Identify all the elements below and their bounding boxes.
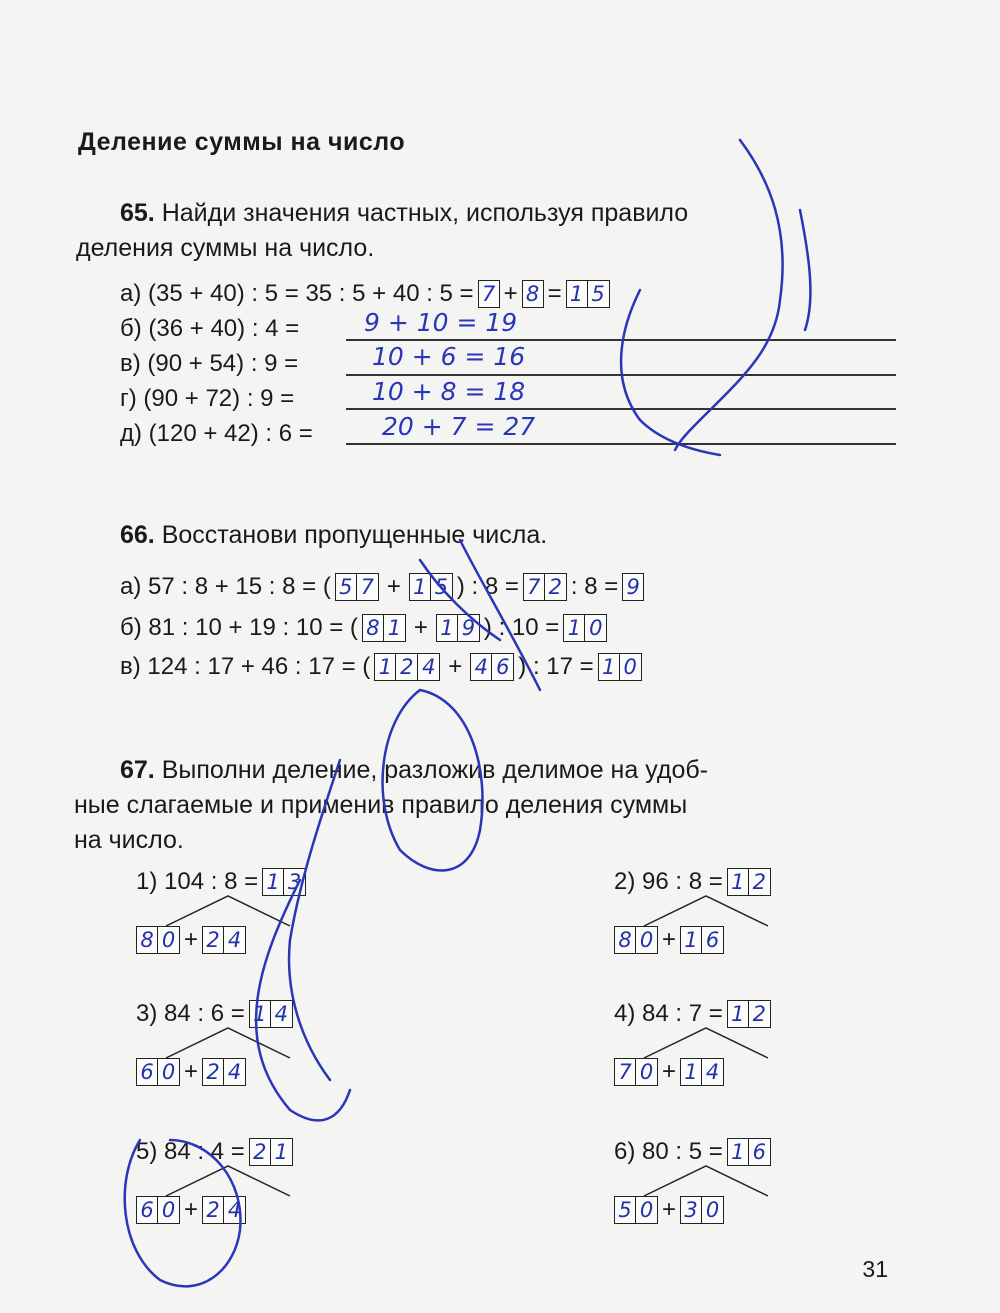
ex65-item-b [120,315,299,343]
ex65-item-g [120,385,294,413]
decomposition-branch [624,1024,824,1064]
item-label: в) [120,350,141,377]
answer-box[interactable] [335,573,379,601]
digit-cell: 2 [749,868,771,896]
item-label: д) [120,420,142,447]
branch-line [166,896,290,926]
handwritten-answer: 20 + 7 = 27 [382,412,536,441]
item-label: б) [120,315,142,342]
handwritten-answer: 9 + 10 = 19 [364,308,518,337]
plus-sign: + [448,653,463,680]
item-label: 6) [614,1138,636,1165]
ex66-item-b [120,614,611,642]
answer-line [346,374,896,376]
answer-box[interactable] [374,653,440,681]
digit-cell: 7 [614,1058,636,1086]
digit-cell: 6 [136,1196,158,1224]
ex66-instruction-text: Восстанови пропущенные числа. [161,521,548,549]
digit-cell: 4 [224,1058,246,1086]
item-expression: 84 : 6 = [164,1000,245,1027]
ex65-item-d [120,420,313,448]
answer-box[interactable] [523,573,567,601]
branch-line [166,1028,290,1058]
digit-cell: 5 [614,1196,636,1224]
digit-cell: 5 [431,573,453,601]
item-label: 4) [614,1000,636,1027]
digit-cell: 5 [588,280,610,308]
digit-cell: 2 [749,1000,771,1028]
digit-cell: 0 [636,1058,658,1086]
digit-cell: 1 [680,1058,702,1086]
decomposition-branch [146,1162,346,1202]
digit-cell: 6 [702,926,724,954]
item-label: 3) [136,1000,158,1027]
ex66-item-a [120,573,648,601]
plus-sign: + [184,926,199,953]
decomposition-branch [624,892,824,932]
item-label: а) [120,573,142,600]
digit-cell: 7 [478,280,500,308]
item-expression: ) : 10 = [483,614,560,641]
digit-cell: 1 [727,1138,749,1166]
digit-cell: 9 [622,573,644,601]
answer-box[interactable] [436,614,480,642]
plus-sign: + [662,1196,677,1223]
digit-cell: 0 [636,1196,658,1224]
digit-cell: 8 [362,614,384,642]
plus-sign: + [503,280,518,307]
item-expression: 57 : 8 + 15 : 8 = ( [148,573,331,600]
ex65-instruction-line2: деления суммы на число. [76,234,375,262]
digit-cell: 0 [158,926,180,954]
digit-cell: 4 [271,1000,293,1028]
ex67-line1: Выполни деление, разложив делимое на удоб- [161,756,709,784]
digit-cell: 6 [136,1058,158,1086]
answer-box[interactable] [566,280,610,308]
plus-sign: + [184,1196,199,1223]
answer-box[interactable] [409,573,453,601]
digit-cell: 1 [727,1000,749,1028]
digit-cell: 1 [598,653,620,681]
item-label: г) [120,385,137,412]
item-label: б) [120,614,142,641]
item-expression: 80 : 5 = [642,1138,723,1165]
ex67-line2: ные слагаемые и применив правило деления суммы [74,791,688,819]
digit-cell: 1 [566,280,588,308]
item-expression: ) : 17 = [518,653,594,680]
digit-cell: 7 [357,573,379,601]
digit-cell: 2 [202,926,224,954]
handwritten-answer: 10 + 6 = 16 [372,342,526,371]
item-expression: 81 : 10 + 19 : 10 = ( [148,614,358,641]
decomposition-branch [624,1162,824,1202]
equals-sign: = [547,280,562,307]
answer-box[interactable] [563,614,607,642]
digit-cell: 5 [335,573,357,601]
digit-cell: 1 [409,573,431,601]
digit-cell: 1 [271,1138,293,1166]
item-label: 1) [136,868,158,895]
item-expression: ) : 8 = [456,573,519,600]
digit-cell: 1 [563,614,585,642]
scribble-stroke [621,290,720,455]
item-expression: 84 : 7 = [642,1000,723,1027]
digit-cell: 3 [680,1196,702,1224]
item-expression: 104 : 8 = [164,868,259,895]
digit-cell: 0 [158,1058,180,1086]
item-label: 2) [614,868,636,895]
item-expression: (35 + 40) : 5 = 35 : 5 + 40 : 5 = [148,280,474,307]
answer-line [346,443,896,445]
answer-box[interactable] [598,653,642,681]
plus-sign: + [662,926,677,953]
digit-cell: 1 [374,653,396,681]
digit-cell: 6 [749,1138,771,1166]
digit-cell: 8 [136,926,158,954]
digit-cell: 1 [262,868,284,896]
digit-cell: 4 [224,926,246,954]
item-label: 5) [136,1138,158,1165]
answer-box[interactable] [478,280,500,308]
ex65-item-a [120,280,614,308]
item-expression: (90 + 72) : 9 = [143,385,295,412]
item-label: а) [120,280,142,307]
item-label: в) [120,653,141,680]
answer-box[interactable] [522,280,544,308]
branch-line [644,896,768,926]
page-number: 31 [862,1256,888,1282]
ex66-item-v [120,653,646,681]
answer-box[interactable] [470,653,514,681]
item-expression: 84 : 4 = [164,1138,245,1165]
digit-cell: 4 [702,1058,724,1086]
item-expression: : 8 = [570,573,619,600]
digit-cell: 0 [636,926,658,954]
ex65-instruction-line1: Найди значения частных, используя правило [161,199,689,227]
exercise-66-number: 66. [120,521,155,549]
exercise-67-number: 67. [120,756,155,784]
branch-line [644,1028,768,1058]
digit-cell: 0 [158,1196,180,1224]
exercise-65-number: 65. [120,199,155,227]
digit-cell: 2 [396,653,418,681]
item-expression: (90 + 54) : 9 = [147,350,299,377]
digit-cell: 1 [727,868,749,896]
decomposition-branch [146,892,346,932]
plus-sign: + [662,1058,677,1085]
plus-sign: + [413,614,428,641]
page-title: Деление суммы на число [78,128,406,156]
item-expression: (120 + 42) : 6 = [148,420,313,447]
digit-cell: 2 [202,1196,224,1224]
scribble-stroke [675,140,783,450]
branch-line [166,1166,290,1196]
digit-cell: 0 [620,653,642,681]
digit-cell: 3 [284,868,306,896]
digit-cell: 1 [680,926,702,954]
item-expression: 96 : 8 = [642,868,723,895]
ex65-item-v [120,350,298,378]
digit-cell: 4 [470,653,492,681]
handwritten-answer: 10 + 8 = 18 [372,377,526,406]
digit-cell: 1 [249,1000,271,1028]
digit-cell: 6 [492,653,514,681]
plus-sign: + [386,573,401,600]
digit-cell: 8 [522,280,544,308]
digit-cell: 0 [702,1196,724,1224]
digit-cell: 8 [614,926,636,954]
scribble-stroke [800,210,810,330]
item-expression: 124 : 17 + 46 : 17 = ( [147,653,371,680]
digit-cell: 4 [224,1196,246,1224]
exercise-65-instruction [120,196,688,231]
plus-sign: + [184,1058,199,1085]
ex67-line3: на число. [74,826,184,854]
answer-box[interactable] [362,614,406,642]
branch-line [644,1166,768,1196]
digit-cell: 2 [545,573,567,601]
answer-line [346,339,896,341]
answer-line [346,408,896,410]
digit-cell: 7 [523,573,545,601]
digit-cell: 2 [202,1058,224,1086]
digit-cell: 0 [585,614,607,642]
item-expression: (36 + 40) : 4 = [148,315,300,342]
digit-cell: 2 [249,1138,271,1166]
decomposition-branch [146,1024,346,1064]
exercise-66-instruction [120,518,547,553]
digit-cell: 1 [436,614,458,642]
digit-cell: 4 [418,653,440,681]
exercise-67-instruction [120,753,708,788]
digit-cell: 9 [458,614,480,642]
answer-box[interactable] [622,573,644,601]
digit-cell: 1 [384,614,406,642]
